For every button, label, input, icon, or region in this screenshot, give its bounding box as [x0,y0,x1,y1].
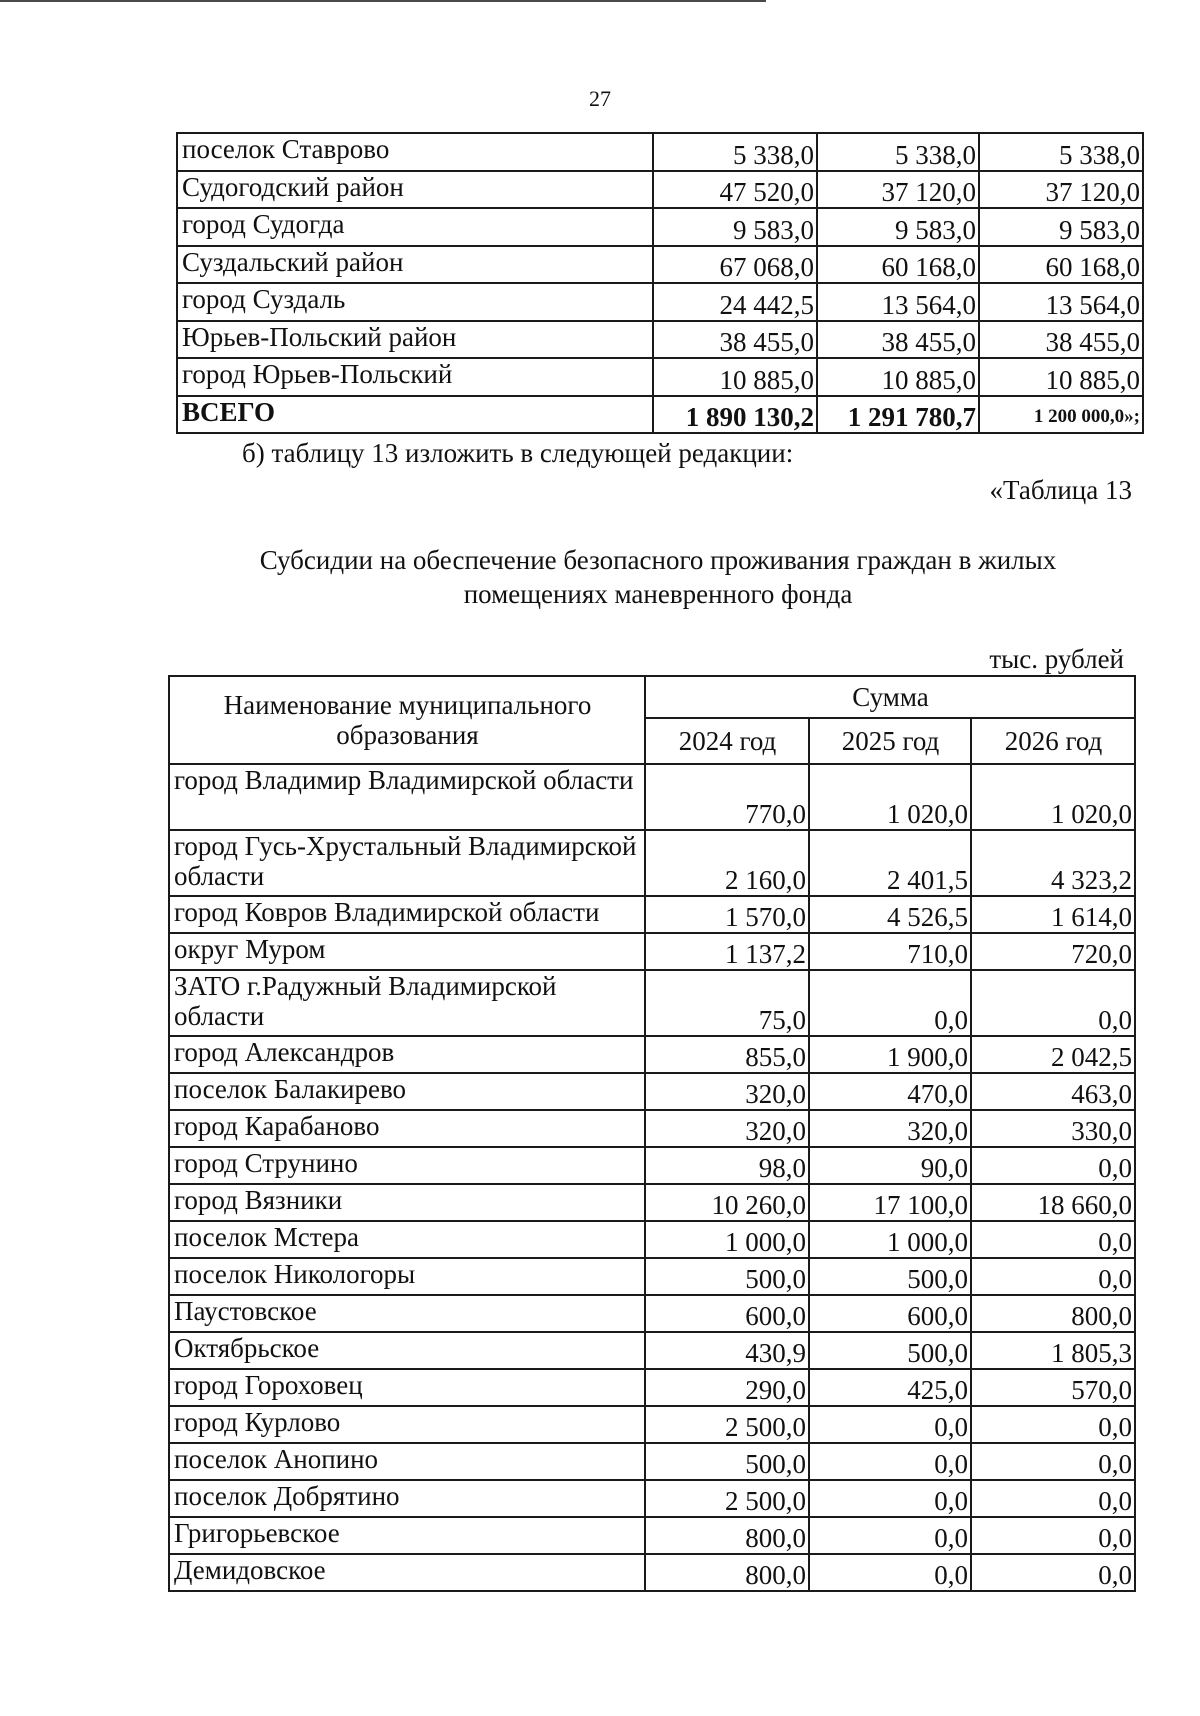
value-2025: 38 455,0 [817,321,979,359]
value-2025: 1 900,0 [809,1036,971,1073]
value-2024: 2 500,0 [645,1480,809,1517]
value-2026: 1 020,0 [971,764,1135,830]
value-2026: 13 564,0 [979,283,1143,321]
value-2026: 0,0 [971,1480,1135,1517]
total-2024: 1 890 130,2 [653,396,817,434]
header-sum: Сумма [645,676,1135,718]
instruction-text: б) таблицу 13 изложить в следующей редакции: [242,438,794,468]
value-2025: 37 120,0 [817,171,979,209]
table-row [169,1147,1135,1184]
value-2026: 0,0 [971,1443,1135,1480]
value-2024: 67 068,0 [653,246,817,284]
table-row [169,1036,1135,1073]
table-row [169,1110,1135,1147]
table-row [169,1184,1135,1221]
value-2024: 600,0 [645,1295,809,1332]
value-2025: 425,0 [809,1369,971,1406]
table-row [169,764,1135,830]
value-2024: 800,0 [645,1554,809,1591]
value-2025: 0,0 [809,1406,971,1443]
previous-table-continuation [176,132,1144,434]
value-2026: 0,0 [971,1406,1135,1443]
municipality-name: город Вязники [169,1184,645,1221]
table-row [169,1295,1135,1332]
municipality-name: Григорьевское [169,1517,645,1554]
municipality-name: поселок Ставрово [177,133,653,171]
value-2025: 710,0 [809,933,971,970]
value-2026: 463,0 [971,1073,1135,1110]
municipality-name: Паустовское [169,1295,645,1332]
value-2024: 10 260,0 [645,1184,809,1221]
header-year-2026: 2026 год [971,718,1135,764]
header-year-2024: 2024 год [645,718,809,764]
value-2024: 320,0 [645,1110,809,1147]
subsidies-table [168,675,1136,1592]
municipality-name: поселок Добрятино [169,1480,645,1517]
value-2024: 1 570,0 [645,896,809,933]
value-2024: 2 160,0 [645,830,809,896]
table-row [169,1258,1135,1295]
value-2025: 13 564,0 [817,283,979,321]
table-row [177,321,1143,359]
municipality-name: поселок Балакирево [169,1073,645,1110]
table-row [169,1480,1135,1517]
table-row [169,1221,1135,1258]
value-2025: 1 000,0 [809,1221,971,1258]
municipality-name: город Ковров Владимирской области [169,896,645,933]
value-2026: 1 614,0 [971,896,1135,933]
municipality-name: город Юрьев-Польский [177,358,653,396]
table-row [177,171,1143,209]
value-2025: 17 100,0 [809,1184,971,1221]
table-title-line-1: Субсидии на обеспечение безопасного проживания граждан в жилых [259,545,1057,575]
table-row [169,970,1135,1036]
municipality-name: Демидовское [169,1554,645,1591]
municipality-name: город Суздаль [177,283,653,321]
value-2024: 290,0 [645,1369,809,1406]
value-2026: 0,0 [971,1554,1135,1591]
value-2024: 800,0 [645,1517,809,1554]
table-row [177,358,1143,396]
units-label: тыс. рублей [989,644,1124,674]
value-2026: 2 042,5 [971,1036,1135,1073]
table-row [169,1443,1135,1480]
value-2024: 500,0 [645,1443,809,1480]
value-2024: 38 455,0 [653,321,817,359]
value-2024: 9 583,0 [653,208,817,246]
table-row [177,208,1143,246]
total-row [177,396,1143,434]
value-2025: 5 338,0 [817,133,979,171]
table-row [169,1073,1135,1110]
table-row [169,1369,1135,1406]
value-2026: 0,0 [971,970,1135,1036]
table-row [177,246,1143,284]
value-2026: 37 120,0 [979,171,1143,209]
table-label: «Таблица 13 [989,475,1132,505]
table-title-line-2: помещениях маневренного фонда [463,579,853,609]
value-2026: 0,0 [971,1258,1135,1295]
value-2024: 770,0 [645,764,809,830]
table-row [177,133,1143,171]
value-2026: 720,0 [971,933,1135,970]
municipality-name: Октябрьское [169,1332,645,1369]
scan-edge-line [0,0,766,2]
value-2024: 98,0 [645,1147,809,1184]
table-row [169,830,1135,896]
value-2026: 570,0 [971,1369,1135,1406]
value-2026: 0,0 [971,1221,1135,1258]
municipality-name: город Александров [169,1036,645,1073]
municipality-name: ЗАТО г.Радужный Владимирской области [169,970,645,1036]
value-2026: 60 168,0 [979,246,1143,284]
value-2026: 38 455,0 [979,321,1143,359]
value-2025: 4 526,5 [809,896,971,933]
value-2026: 5 338,0 [979,133,1143,171]
header-year-2025: 2025 год [809,718,971,764]
value-2024: 855,0 [645,1036,809,1073]
value-2025: 2 401,5 [809,830,971,896]
value-2024: 24 442,5 [653,283,817,321]
municipality-name: город Владимир Владимирской области [169,764,645,830]
value-2024: 75,0 [645,970,809,1036]
municipality-name: Юрьев-Польский район [177,321,653,359]
municipality-name: округ Муром [169,933,645,970]
header-row [169,676,1135,718]
table-row [169,1517,1135,1554]
value-2024: 430,9 [645,1332,809,1369]
value-2025: 10 885,0 [817,358,979,396]
municipality-name: Суздальский район [177,246,653,284]
table-row [169,1406,1135,1443]
municipality-name: Судогодский район [177,171,653,209]
value-2026: 0,0 [971,1517,1135,1554]
total-2026: 1 200 000,0»; [979,396,1143,434]
table-row [169,933,1135,970]
value-2026: 4 323,2 [971,830,1135,896]
table-title [0,543,1200,611]
value-2024: 5 338,0 [653,133,817,171]
header-municipality: Наименование муниципального образования [169,676,645,764]
value-2025: 500,0 [809,1258,971,1295]
table-row [169,896,1135,933]
value-2026: 0,0 [971,1147,1135,1184]
municipality-name: город Карабаново [169,1110,645,1147]
value-2024: 2 500,0 [645,1406,809,1443]
value-2024: 500,0 [645,1258,809,1295]
municipality-name: город Судогда [177,208,653,246]
municipality-name: поселок Никологоры [169,1258,645,1295]
value-2025: 0,0 [809,1554,971,1591]
value-2026: 18 660,0 [971,1184,1135,1221]
municipality-name: поселок Анопино [169,1443,645,1480]
total-label: ВСЕГО [177,396,653,434]
value-2024: 47 520,0 [653,171,817,209]
value-2025: 500,0 [809,1332,971,1369]
table-row [177,283,1143,321]
page-number: 27 [589,86,611,111]
value-2025: 0,0 [809,1443,971,1480]
value-2024: 1 137,2 [645,933,809,970]
value-2025: 0,0 [809,970,971,1036]
value-2026: 10 885,0 [979,358,1143,396]
value-2026: 9 583,0 [979,208,1143,246]
value-2024: 320,0 [645,1073,809,1110]
value-2025: 90,0 [809,1147,971,1184]
value-2025: 600,0 [809,1295,971,1332]
value-2025: 9 583,0 [817,208,979,246]
municipality-name: поселок Мстера [169,1221,645,1258]
value-2026: 1 805,3 [971,1332,1135,1369]
municipality-name: город Курлово [169,1406,645,1443]
value-2025: 0,0 [809,1480,971,1517]
value-2025: 470,0 [809,1073,971,1110]
value-2026: 800,0 [971,1295,1135,1332]
municipality-name: город Гороховец [169,1369,645,1406]
value-2024: 10 885,0 [653,358,817,396]
value-2024: 1 000,0 [645,1221,809,1258]
table-row [169,1332,1135,1369]
value-2025: 320,0 [809,1110,971,1147]
value-2025: 1 020,0 [809,764,971,830]
value-2026: 330,0 [971,1110,1135,1147]
value-2025: 60 168,0 [817,246,979,284]
table-row [169,1554,1135,1591]
value-2025: 0,0 [809,1517,971,1554]
total-2025: 1 291 780,7 [817,396,979,434]
municipality-name: город Струнино [169,1147,645,1184]
municipality-name: город Гусь-Хрустальный Владимирской области [169,830,645,896]
